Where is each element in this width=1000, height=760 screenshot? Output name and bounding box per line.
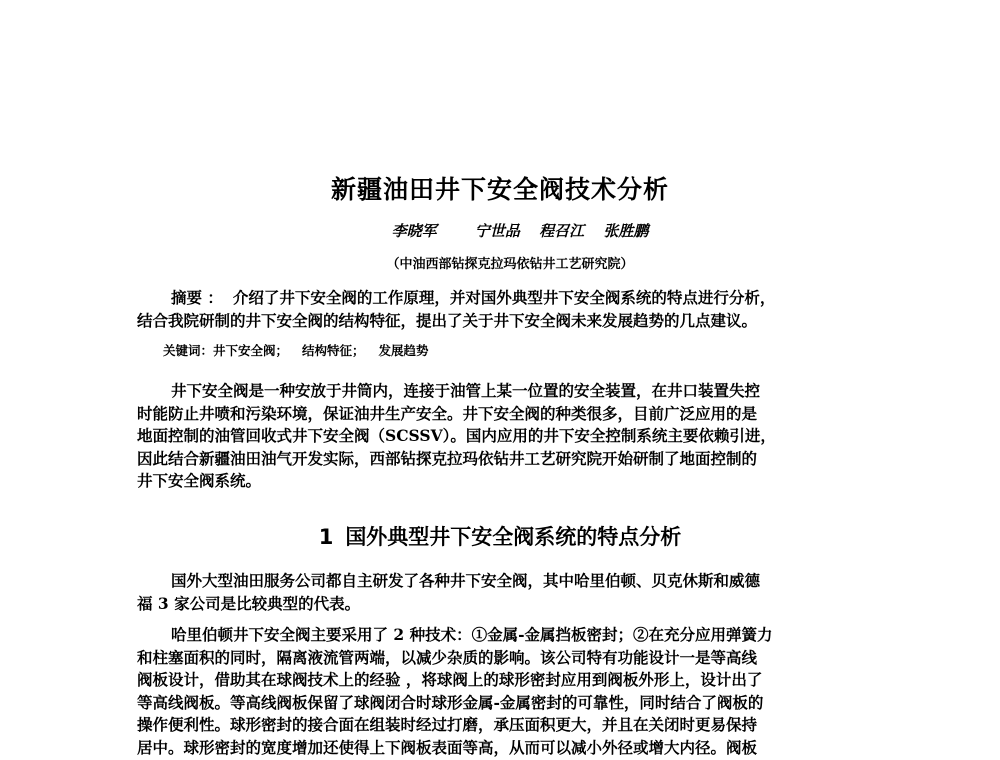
author-name: 李晓军 [391,222,437,240]
paragraph-line: 操作便利性。球形密封的接合面在组装时经过打磨，承压面积更大，并且在关闭时更易保持 [137,715,758,734]
affiliation: （中油西部钻探克拉玛依钻井工艺研究院） [386,257,634,272]
author-name: 宁世品 [474,222,520,240]
body-paragraph [137,624,863,759]
paragraph-line: 时能防止井喷和污染环境，保证油井生产安全。井下安全阀的种类很多，目前广泛应用的是 [137,403,758,423]
paragraph-line: 井下安全阀是一种安放于井筒内，连接于油管上某一位置的安全装置，在井口装置失控 [171,381,761,400]
keyword: 井下安全阀； [213,343,289,358]
abstract-text: 介绍了井下安全阀的工作原理，并对国外典型井下安全阀系统的特点进行分析， [232,288,776,307]
section-number: 1 [318,525,334,549]
author-list [0,221,1000,241]
abstract-line: 结合我院研制的井下安全阀的结构特征，提出了关于井下安全阀未来发展趋势的几点建议。 [137,310,758,330]
keyword: 结构特征； [302,343,365,358]
paragraph-line: 等高线阀板。等高线阀板保留了球阀闭合时球形金属-金属密封的可靠性，同时结合了阀板的 [137,692,764,712]
body-paragraph [137,570,863,615]
paper-title: 新疆油田井下安全阀技术分析 [330,175,669,204]
section-title: 国外典型井下安全阀系统的特点分析 [345,525,682,549]
keyword: 发展趋势 [378,343,429,358]
keywords [163,342,429,360]
paragraph-line: 井下安全阀系统。 [137,471,262,490]
author-name: 张胜鹏 [603,222,649,240]
intro-paragraph [137,380,863,493]
paragraph-line: 哈里伯顿井下安全阀主要采用了 2 种技术：①金属-金属挡板密封；②在充分应用弹簧力 [171,625,773,644]
abstract-line [137,287,863,310]
abstract-label: 摘要 ： [171,288,223,307]
abstract [137,287,863,332]
keywords-label: 关键词： [163,343,214,358]
paragraph-line: 因此结合新疆油田油气开发实际，西部钻探克拉玛依钻井工艺研究院开始研制了地面控制的 [137,448,758,468]
paragraph-line: 地面控制的油管回收式井下安全阀（SCSSV）。国内应用的井下安全控制系统主要依赖引进， [137,426,776,445]
author-name: 程召江 [539,222,585,240]
paragraph-line: 阀板设计，借助其在球阀技术上的经验 ，将球阀上的球形密封应用到阀板外形上，设计出了 [137,670,763,689]
paragraph-line: 和柱塞面积的同时，隔离液流管两端，以减少杂质的影响。该公司特有功能设计一是等高线 [137,647,758,667]
paragraph-line: 福 3 家公司是比较典型的代表。 [137,593,361,613]
paragraph-line: 国外大型油田服务公司都自主研发了各种井下安全阀，其中哈里伯顿、贝克休斯和威德 [171,571,761,590]
section-heading [0,522,1000,552]
paragraph-line: 居中。球形密封的宽度增加还使得上下阀板表面等高，从而可以减小外径或增大内径。阀板 [137,737,758,757]
